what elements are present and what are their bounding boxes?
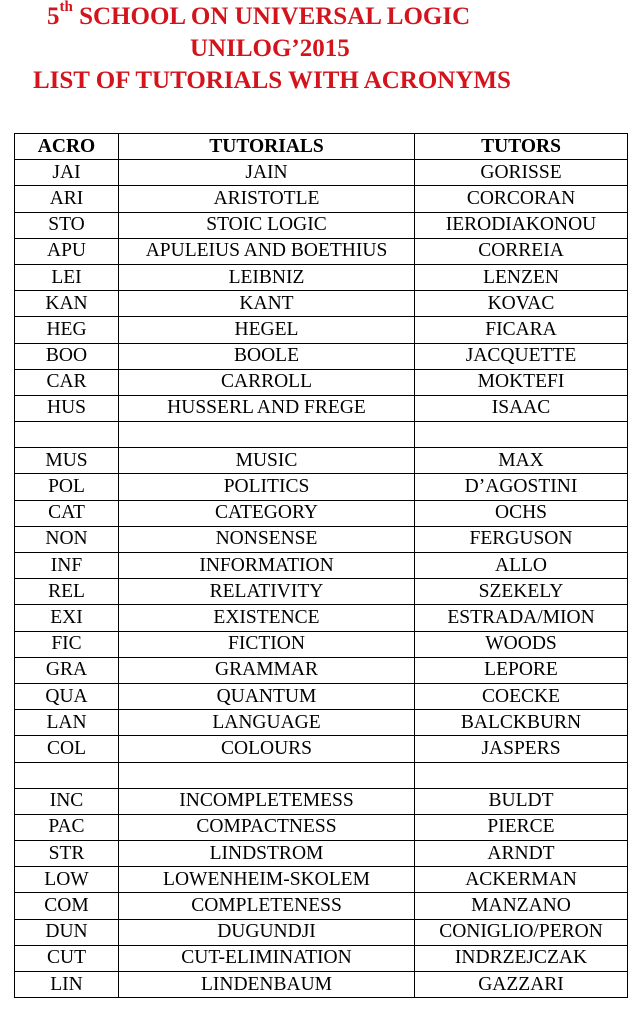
table-row xyxy=(15,710,628,736)
tutor-cell: LENZEN xyxy=(415,264,628,290)
tutorial-cell: GRAMMAR xyxy=(119,657,415,683)
tutorial-cell: HUSSERL AND FREGE xyxy=(119,395,415,421)
tutorial-cell: COMPACTNESS xyxy=(119,814,415,840)
tutorial-cell: QUANTUM xyxy=(119,683,415,709)
table-row xyxy=(15,500,628,526)
acronym-cell: PAC xyxy=(15,814,119,840)
tutor-cell: BULDT xyxy=(415,788,628,814)
table-row xyxy=(15,291,628,317)
tutorial-cell: BOOLE xyxy=(119,343,415,369)
table-row xyxy=(15,788,628,814)
tutorial-cell: KANT xyxy=(119,291,415,317)
table-row xyxy=(15,395,628,421)
acronym-cell: LEI xyxy=(15,264,119,290)
table-row xyxy=(15,422,628,448)
tutorial-cell: POLITICS xyxy=(119,474,415,500)
acronym-cell: EXI xyxy=(15,605,119,631)
acronym-cell: LIN xyxy=(15,972,119,998)
edition-suffix: th xyxy=(59,0,73,15)
acronym-cell xyxy=(15,422,119,448)
acronym-cell: STO xyxy=(15,212,119,238)
tutorial-cell: LANGUAGE xyxy=(119,710,415,736)
tutor-cell: CORCORAN xyxy=(415,186,628,212)
tutor-cell: KOVAC xyxy=(415,291,628,317)
table-row xyxy=(15,841,628,867)
table-row xyxy=(15,631,628,657)
acronym-cell: REL xyxy=(15,579,119,605)
table-row xyxy=(15,762,628,788)
tutor-cell xyxy=(415,762,628,788)
tutorial-cell xyxy=(119,422,415,448)
acronym-cell: COM xyxy=(15,893,119,919)
table-row xyxy=(15,553,628,579)
acronym-cell: JAI xyxy=(15,160,119,186)
table-row xyxy=(15,605,628,631)
table-row xyxy=(15,160,628,186)
tutorial-cell: LINDSTROM xyxy=(119,841,415,867)
acronym-cell: ARI xyxy=(15,186,119,212)
tutor-cell: GORISSE xyxy=(415,160,628,186)
table-row xyxy=(15,526,628,552)
table-row xyxy=(15,972,628,998)
acronym-cell: CAR xyxy=(15,369,119,395)
acronym-cell: DUN xyxy=(15,919,119,945)
tutorial-cell: DUGUNDJI xyxy=(119,919,415,945)
tutor-cell: CONIGLIO/PERON xyxy=(415,919,628,945)
table-row xyxy=(15,474,628,500)
table-row xyxy=(15,212,628,238)
tutorial-cell: LINDENBAUM xyxy=(119,972,415,998)
event-name: UNILOG’2015 xyxy=(190,35,350,62)
tutorial-cell: CARROLL xyxy=(119,369,415,395)
tutor-cell: LEPORE xyxy=(415,657,628,683)
tutor-cell: MOKTEFI xyxy=(415,369,628,395)
tutor-cell: MAX xyxy=(415,448,628,474)
acronym-cell: MUS xyxy=(15,448,119,474)
table-row xyxy=(15,448,628,474)
tutor-cell: FICARA xyxy=(415,317,628,343)
table-row xyxy=(15,867,628,893)
acronym-cell xyxy=(15,762,119,788)
table-row xyxy=(15,814,628,840)
acronym-cell: BOO xyxy=(15,343,119,369)
column-header-tutors: TUTORS xyxy=(415,134,628,160)
tutor-cell: IERODIAKONOU xyxy=(415,212,628,238)
acronym-cell: LOW xyxy=(15,867,119,893)
acronym-cell: COL xyxy=(15,736,119,762)
tutor-cell: MANZANO xyxy=(415,893,628,919)
acronym-cell: HEG xyxy=(15,317,119,343)
school-name: SCHOOL ON UNIVERSAL LOGIC xyxy=(72,3,471,30)
tutor-cell: ARNDT xyxy=(415,841,628,867)
acronym-cell: GRA xyxy=(15,657,119,683)
table-body xyxy=(15,160,628,998)
table-row xyxy=(15,893,628,919)
table-row xyxy=(15,264,628,290)
tutor-cell: OCHS xyxy=(415,500,628,526)
tutorial-cell xyxy=(119,762,415,788)
tutor-cell: JASPERS xyxy=(415,736,628,762)
table-row xyxy=(15,683,628,709)
tutor-cell: INDRZEJCZAK xyxy=(415,945,628,971)
tutorial-cell: JAIN xyxy=(119,160,415,186)
tutorial-cell: LOWENHEIM-SKOLEM xyxy=(119,867,415,893)
table-row xyxy=(15,579,628,605)
tutorial-cell: RELATIVITY xyxy=(119,579,415,605)
tutorial-cell: INCOMPLETEMESS xyxy=(119,788,415,814)
tutor-cell: COECKE xyxy=(415,683,628,709)
tutorial-cell: CUT-ELIMINATION xyxy=(119,945,415,971)
tutor-cell: CORREIA xyxy=(415,238,628,264)
tutorial-cell: MUSIC xyxy=(119,448,415,474)
table-row xyxy=(15,736,628,762)
column-header-tutorials: TUTORIALS xyxy=(119,134,415,160)
list-title: LIST OF TUTORIALS WITH ACRONYMS xyxy=(33,67,511,94)
tutor-cell: ACKERMAN xyxy=(415,867,628,893)
tutorial-cell: STOIC LOGIC xyxy=(119,212,415,238)
tutorial-cell: ARISTOTLE xyxy=(119,186,415,212)
acronym-cell: LAN xyxy=(15,710,119,736)
school-title xyxy=(47,2,470,32)
column-header-acro: ACRO xyxy=(15,134,119,160)
table-row xyxy=(15,945,628,971)
acronym-cell: QUA xyxy=(15,683,119,709)
acronym-cell: INC xyxy=(15,788,119,814)
tutorial-cell: INFORMATION xyxy=(119,553,415,579)
tutorial-cell: COMPLETENESS xyxy=(119,893,415,919)
table-row xyxy=(15,238,628,264)
tutor-cell: ESTRADA/MION xyxy=(415,605,628,631)
acronym-cell: CUT xyxy=(15,945,119,971)
tutorial-cell: EXISTENCE xyxy=(119,605,415,631)
tutor-cell: SZEKELY xyxy=(415,579,628,605)
tutorial-cell: LEIBNIZ xyxy=(119,264,415,290)
tutorial-cell: HEGEL xyxy=(119,317,415,343)
tutor-cell: WOODS xyxy=(415,631,628,657)
tutor-cell: GAZZARI xyxy=(415,972,628,998)
acronym-cell: STR xyxy=(15,841,119,867)
acronym-cell: NON xyxy=(15,526,119,552)
table-row xyxy=(15,369,628,395)
table-header-row xyxy=(15,134,628,160)
acronym-cell: APU xyxy=(15,238,119,264)
acronym-cell: POL xyxy=(15,474,119,500)
acronym-cell: HUS xyxy=(15,395,119,421)
tutorial-cell: CATEGORY xyxy=(119,500,415,526)
table-row xyxy=(15,657,628,683)
acronym-cell: INF xyxy=(15,553,119,579)
table-row xyxy=(15,317,628,343)
edition-number: 5 xyxy=(47,3,60,30)
tutor-cell xyxy=(415,422,628,448)
tutor-cell: ISAAC xyxy=(415,395,628,421)
acronym-cell: FIC xyxy=(15,631,119,657)
tutor-cell: ALLO xyxy=(415,553,628,579)
tutorial-cell: COLOURS xyxy=(119,736,415,762)
tutor-cell: D’AGOSTINI xyxy=(415,474,628,500)
tutorial-cell: NONSENSE xyxy=(119,526,415,552)
tutorial-cell: APULEIUS AND BOETHIUS xyxy=(119,238,415,264)
tutor-cell: FERGUSON xyxy=(415,526,628,552)
acronym-cell: KAN xyxy=(15,291,119,317)
table-row xyxy=(15,186,628,212)
tutorial-cell: FICTION xyxy=(119,631,415,657)
tutorials-table xyxy=(14,133,628,998)
table-row xyxy=(15,919,628,945)
tutor-cell: BALCKBURN xyxy=(415,710,628,736)
tutor-cell: JACQUETTE xyxy=(415,343,628,369)
acronym-cell: CAT xyxy=(15,500,119,526)
table-row xyxy=(15,343,628,369)
tutor-cell: PIERCE xyxy=(415,814,628,840)
